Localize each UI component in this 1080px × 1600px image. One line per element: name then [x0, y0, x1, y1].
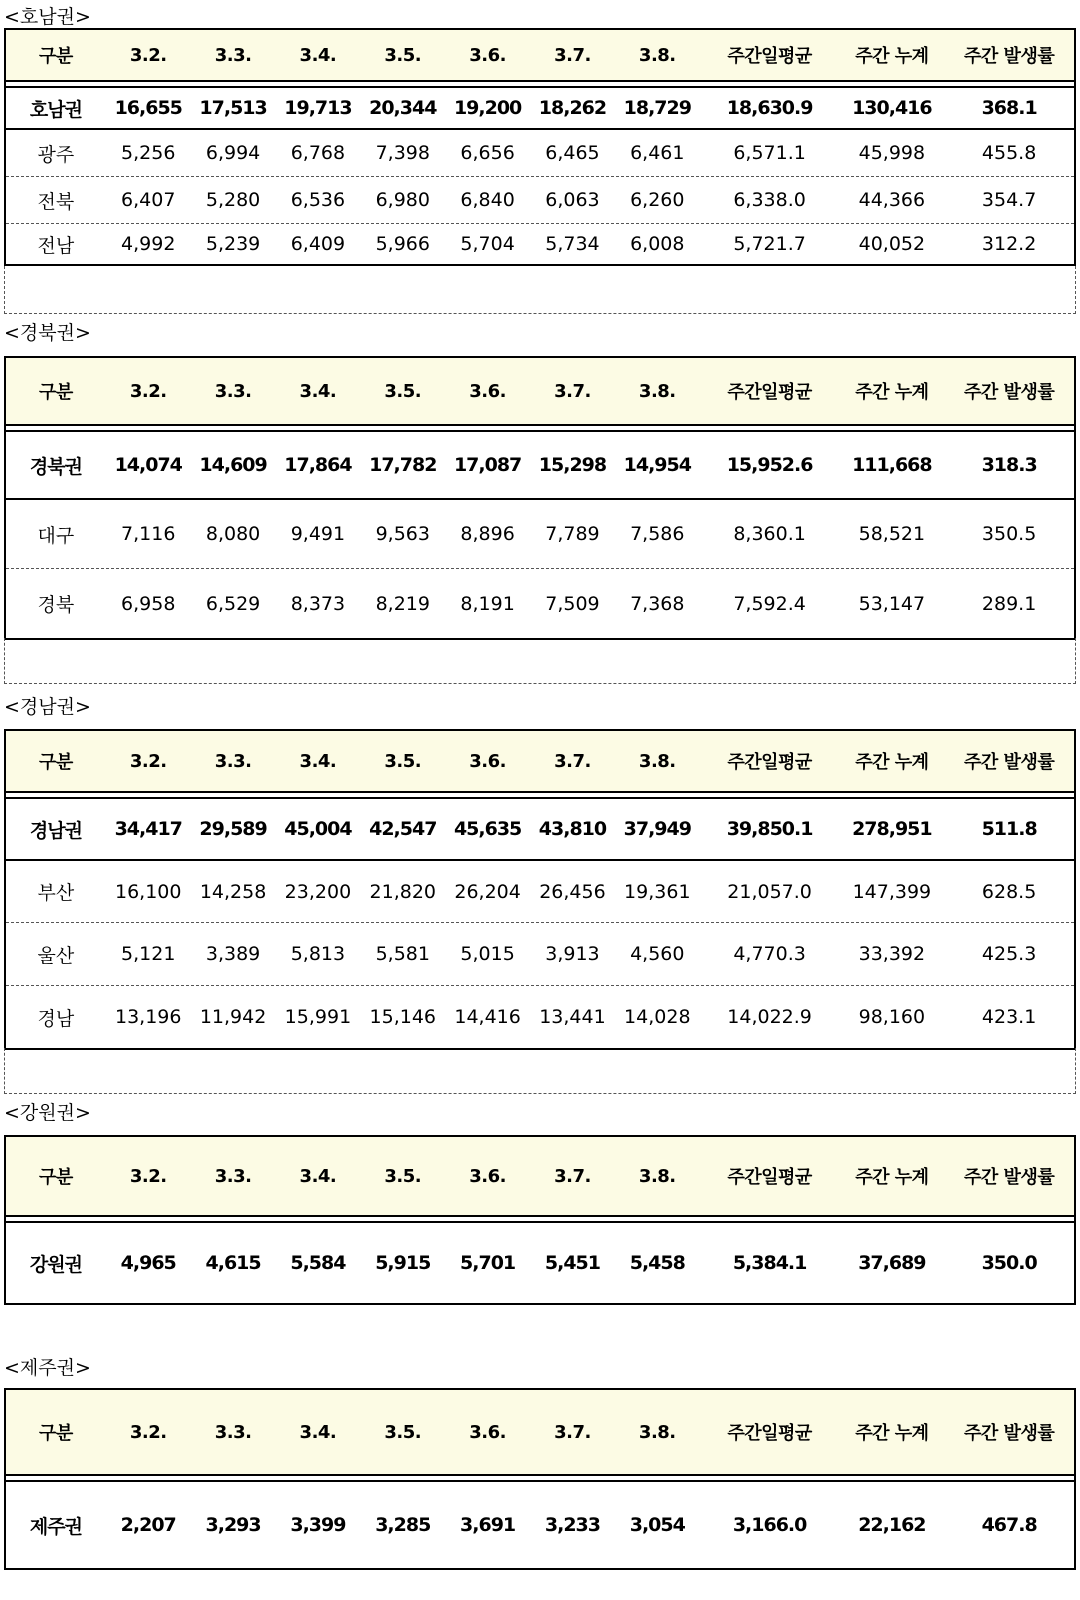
- cell-weekly-daily-avg: 8,360.1: [733, 523, 806, 545]
- header-weekly-total: 주간 누계: [855, 46, 929, 67]
- cell-d37: 15,298: [538, 454, 607, 476]
- header-weekly-daily-avg: 주간일평균: [727, 1423, 812, 1444]
- cell-d34: 19,713: [284, 97, 352, 119]
- cell-d34: 8,373: [290, 592, 346, 615]
- cell-weekly-rate: 318.3: [981, 454, 1037, 476]
- header-weekly-daily-avg: 주간일평균: [727, 382, 812, 403]
- cell-weekly-daily-avg: 3,166.0: [732, 1514, 807, 1536]
- region-table: [4, 729, 1076, 1050]
- cell-d38: 7,586: [630, 523, 685, 545]
- header-d35: 3.5.: [384, 380, 422, 402]
- empty-spacer-row: [4, 638, 1076, 684]
- header-weekly-rate: 주간 발생률: [964, 752, 1055, 773]
- header-d38: 3.8.: [638, 44, 676, 66]
- cell-weekly-daily-avg: 5,384.1: [732, 1252, 807, 1274]
- cell-d34: 6,409: [290, 233, 346, 255]
- cell-d37: 5,451: [544, 1252, 600, 1274]
- region-table: [4, 1388, 1076, 1570]
- header-weekly-daily-avg: 주간일평균: [727, 752, 812, 773]
- cell-d34: 6,536: [290, 189, 346, 211]
- header-d36: 3.6.: [469, 750, 506, 772]
- cell-d35: 6,980: [375, 189, 430, 211]
- region-table: [4, 28, 1076, 266]
- cell-d36: 45,635: [453, 818, 522, 840]
- cell-d36: 5,704: [460, 233, 515, 255]
- table-total-row: [6, 432, 1074, 500]
- cell-d33: 5,280: [205, 189, 261, 211]
- cell-weekly-rate: 350.5: [981, 523, 1037, 545]
- header-d34: 3.4.: [299, 44, 337, 66]
- header-d34: 3.4.: [299, 380, 337, 402]
- cell-weekly-daily-avg: 6,571.1: [733, 142, 806, 164]
- header-d33: 3.3.: [214, 44, 252, 66]
- section-title: <경남권>: [4, 696, 91, 718]
- cell-d33: 29,589: [199, 818, 267, 840]
- cell-weekly-total: 98,160: [858, 1006, 926, 1028]
- cell-d37: 3,233: [544, 1514, 600, 1536]
- table-header-row: [6, 1137, 1074, 1217]
- cell-d36: 17,087: [453, 454, 522, 476]
- cell-d38: 14,028: [624, 1006, 691, 1028]
- cell-weekly-rate: 628.5: [981, 880, 1037, 903]
- table-row: [6, 986, 1074, 1048]
- cell-d38: 3,054: [629, 1514, 685, 1536]
- cell-d35: 20,344: [369, 97, 437, 119]
- cell-weekly-rate: 350.0: [981, 1252, 1037, 1274]
- header-d35: 3.5.: [384, 1421, 422, 1443]
- cell-d36: 5,015: [460, 943, 515, 965]
- cell-d32: 6,958: [121, 592, 176, 615]
- cell-weekly-rate: 467.8: [981, 1514, 1037, 1536]
- cell-region: 호남권: [29, 98, 82, 121]
- cell-d36: 3,691: [460, 1514, 516, 1536]
- cell-d35: 15,146: [369, 1006, 436, 1028]
- table-header-row: [6, 1390, 1074, 1476]
- cell-weekly-total: 44,366: [858, 189, 926, 211]
- cell-d34: 5,584: [290, 1252, 346, 1274]
- cell-d36: 26,204: [454, 880, 521, 903]
- table-header-row: [6, 731, 1074, 793]
- empty-spacer-row: [4, 1048, 1076, 1094]
- cell-d38: 4,560: [630, 943, 685, 965]
- header-d35: 3.5.: [384, 44, 422, 66]
- cell-d38: 6,008: [630, 233, 685, 255]
- header-d33: 3.3.: [214, 380, 252, 402]
- cell-d34: 9,491: [290, 523, 346, 545]
- cell-d37: 5,734: [545, 233, 600, 255]
- header-weekly-rate: 주간 발생률: [964, 1423, 1055, 1444]
- header-weekly-total: 주간 누계: [855, 1423, 929, 1444]
- cell-d38: 6,461: [630, 142, 685, 164]
- table-total-row: [6, 1482, 1074, 1568]
- table-total-row: [6, 1223, 1074, 1303]
- cell-weekly-daily-avg: 5,721.7: [733, 233, 806, 255]
- cell-weekly-rate: 368.1: [981, 97, 1037, 119]
- table-header-row: [6, 358, 1074, 426]
- cell-d33: 17,513: [199, 97, 267, 119]
- cell-d32: 13,196: [114, 1006, 182, 1028]
- cell-d32: 5,121: [121, 943, 176, 965]
- cell-d36: 5,701: [460, 1252, 516, 1274]
- cell-d33: 6,994: [205, 142, 261, 164]
- cell-weekly-rate: 425.3: [981, 943, 1037, 965]
- header-d36: 3.6.: [469, 44, 506, 66]
- cell-d35: 9,563: [375, 523, 430, 545]
- cell-weekly-daily-avg: 15,952.6: [726, 454, 813, 476]
- header-weekly-daily-avg: 주간일평균: [727, 46, 812, 67]
- section-title: <호남권>: [4, 6, 91, 28]
- header-region: 구분: [39, 382, 73, 403]
- cell-weekly-total: 111,668: [852, 454, 932, 476]
- header-weekly-rate: 주간 발생률: [964, 382, 1055, 403]
- cell-d37: 3,913: [545, 943, 600, 965]
- cell-weekly-total: 278,951: [852, 818, 932, 840]
- cell-d36: 8,896: [460, 523, 515, 545]
- cell-d34: 23,200: [284, 880, 352, 903]
- cell-d33: 14,258: [199, 880, 267, 903]
- cell-weekly-daily-avg: 39,850.1: [726, 818, 813, 840]
- header-d37: 3.7.: [554, 44, 591, 66]
- header-d34: 3.4.: [299, 1165, 337, 1187]
- cell-d34: 45,004: [284, 818, 352, 840]
- table-row: [6, 923, 1074, 986]
- cell-weekly-rate: 289.1: [981, 592, 1037, 615]
- cell-region: 전남: [37, 234, 75, 257]
- cell-d32: 34,417: [114, 818, 182, 840]
- header-d38: 3.8.: [638, 1165, 676, 1187]
- cell-d33: 6,529: [205, 592, 261, 615]
- cell-d32: 5,256: [121, 142, 176, 164]
- cell-d35: 42,547: [369, 818, 437, 840]
- header-d32: 3.2.: [129, 1165, 167, 1187]
- cell-d33: 8,080: [205, 523, 261, 545]
- section-title: <경북권>: [4, 322, 91, 344]
- header-d32: 3.2.: [129, 1421, 167, 1443]
- cell-region: 광주: [37, 143, 75, 166]
- cell-d33: 3,389: [205, 943, 261, 965]
- cell-d37: 7,789: [545, 523, 600, 545]
- table-row: [6, 861, 1074, 923]
- header-d36: 3.6.: [469, 1165, 506, 1187]
- table-total-row: [6, 88, 1074, 130]
- cell-weekly-total: 45,998: [858, 142, 926, 164]
- header-d37: 3.7.: [554, 750, 591, 772]
- cell-d35: 5,581: [375, 943, 430, 965]
- cell-weekly-daily-avg: 6,338.0: [733, 189, 806, 211]
- cell-d36: 6,840: [460, 189, 515, 211]
- header-d34: 3.4.: [299, 750, 337, 772]
- cell-d37: 43,810: [538, 818, 607, 840]
- cell-d35: 5,966: [375, 233, 430, 255]
- region-table: [4, 1135, 1076, 1305]
- table-header-row: [6, 30, 1074, 82]
- cell-d32: 6,407: [121, 189, 176, 211]
- cell-region: 경북권: [29, 455, 82, 478]
- cell-region: 경남: [37, 1007, 75, 1030]
- cell-d37: 6,465: [545, 142, 600, 164]
- cell-region: 울산: [37, 944, 75, 967]
- header-d32: 3.2.: [129, 750, 167, 772]
- cell-d35: 17,782: [369, 454, 437, 476]
- cell-d35: 5,915: [375, 1252, 431, 1274]
- cell-d38: 5,458: [629, 1252, 685, 1274]
- cell-d35: 21,820: [369, 880, 436, 903]
- cell-region: 부산: [37, 882, 75, 904]
- cell-d33: 3,293: [205, 1514, 261, 1536]
- header-region: 구분: [39, 46, 73, 67]
- section-title: <강원권>: [4, 1102, 91, 1124]
- header-d38: 3.8.: [638, 380, 676, 402]
- cell-weekly-total: 40,052: [858, 233, 926, 255]
- header-d32: 3.2.: [129, 380, 167, 402]
- cell-d38: 14,954: [623, 454, 691, 476]
- cell-weekly-total: 37,689: [858, 1252, 926, 1274]
- cell-d32: 7,116: [121, 523, 176, 545]
- section-title: <제주권>: [4, 1357, 91, 1379]
- table-total-row: [6, 799, 1074, 861]
- header-weekly-daily-avg: 주간일평균: [727, 1167, 812, 1188]
- cell-weekly-total: 53,147: [858, 592, 926, 615]
- cell-weekly-total: 58,521: [858, 523, 926, 545]
- cell-d36: 6,656: [460, 142, 515, 164]
- cell-d36: 8,191: [460, 592, 515, 615]
- header-d37: 3.7.: [554, 1421, 591, 1443]
- header-weekly-rate: 주간 발생률: [964, 46, 1055, 67]
- cell-d35: 7,398: [375, 142, 430, 164]
- cell-d38: 6,260: [630, 189, 685, 211]
- cell-d33: 14,609: [199, 454, 267, 476]
- header-d37: 3.7.: [554, 1165, 591, 1187]
- header-d36: 3.6.: [469, 380, 506, 402]
- header-weekly-total: 주간 누계: [855, 1167, 929, 1188]
- cell-weekly-daily-avg: 21,057.0: [727, 880, 812, 903]
- cell-d32: 4,992: [121, 233, 176, 255]
- cell-weekly-rate: 423.1: [981, 1006, 1037, 1028]
- cell-weekly-rate: 354.7: [981, 189, 1037, 211]
- header-d38: 3.8.: [638, 750, 676, 772]
- cell-d34: 5,813: [290, 943, 346, 965]
- table-row: [6, 130, 1074, 177]
- cell-d34: 17,864: [284, 454, 352, 476]
- header-d36: 3.6.: [469, 1421, 506, 1443]
- cell-d38: 18,729: [623, 97, 691, 119]
- cell-weekly-daily-avg: 18,630.9: [726, 97, 813, 119]
- cell-weekly-rate: 312.2: [981, 233, 1037, 255]
- cell-d37: 26,456: [539, 880, 606, 903]
- cell-region: 경북: [37, 594, 75, 616]
- header-d34: 3.4.: [299, 1421, 337, 1443]
- cell-weekly-total: 147,399: [852, 880, 932, 903]
- table-row: [6, 177, 1074, 224]
- cell-d32: 14,074: [114, 454, 182, 476]
- cell-d38: 19,361: [624, 880, 691, 903]
- header-region: 구분: [39, 752, 73, 773]
- cell-d33: 5,239: [205, 233, 261, 255]
- region-table: [4, 356, 1076, 640]
- cell-d38: 7,368: [630, 592, 685, 615]
- cell-weekly-daily-avg: 7,592.4: [733, 592, 806, 615]
- header-d33: 3.3.: [214, 750, 252, 772]
- cell-region: 강원권: [29, 1253, 82, 1276]
- cell-d37: 7,509: [545, 592, 600, 615]
- cell-weekly-total: 33,392: [858, 943, 926, 965]
- cell-weekly-daily-avg: 4,770.3: [733, 943, 806, 965]
- header-d32: 3.2.: [129, 44, 167, 66]
- table-row: [6, 500, 1074, 569]
- header-d35: 3.5.: [384, 1165, 422, 1187]
- cell-region: 경남권: [29, 819, 82, 842]
- cell-d38: 37,949: [623, 818, 691, 840]
- cell-region: 제주권: [29, 1515, 82, 1538]
- empty-spacer-row: [4, 266, 1076, 314]
- cell-d34: 6,768: [290, 142, 346, 164]
- header-weekly-total: 주간 누계: [855, 752, 929, 773]
- cell-region: 대구: [37, 524, 75, 547]
- header-d33: 3.3.: [214, 1165, 252, 1187]
- cell-d32: 2,207: [120, 1514, 176, 1536]
- cell-weekly-total: 130,416: [852, 97, 932, 119]
- cell-d36: 19,200: [453, 97, 522, 119]
- cell-d33: 11,942: [199, 1006, 267, 1028]
- cell-d35: 3,285: [375, 1514, 431, 1536]
- cell-d37: 13,441: [539, 1006, 606, 1028]
- header-d37: 3.7.: [554, 380, 591, 402]
- cell-weekly-rate: 511.8: [981, 818, 1037, 840]
- cell-d34: 15,991: [284, 1006, 352, 1028]
- cell-d34: 3,399: [290, 1514, 346, 1536]
- cell-d36: 14,416: [454, 1006, 521, 1028]
- cell-d32: 16,100: [114, 880, 182, 903]
- header-d35: 3.5.: [384, 750, 422, 772]
- table-row: [6, 569, 1074, 638]
- header-weekly-total: 주간 누계: [855, 382, 929, 403]
- header-d33: 3.3.: [214, 1421, 252, 1443]
- header-region: 구분: [39, 1423, 73, 1444]
- table-row: [6, 224, 1074, 266]
- cell-d37: 6,063: [545, 189, 600, 211]
- cell-weekly-daily-avg: 14,022.9: [727, 1006, 812, 1028]
- cell-weekly-rate: 455.8: [981, 142, 1037, 164]
- cell-d35: 8,219: [375, 592, 430, 615]
- cell-d32: 16,655: [114, 97, 182, 119]
- cell-d33: 4,615: [205, 1252, 261, 1274]
- cell-d32: 4,965: [120, 1252, 176, 1274]
- cell-d37: 18,262: [538, 97, 607, 119]
- header-region: 구분: [39, 1167, 73, 1188]
- cell-weekly-total: 22,162: [858, 1514, 926, 1536]
- header-d38: 3.8.: [638, 1421, 676, 1443]
- cell-region: 전북: [37, 190, 75, 213]
- header-weekly-rate: 주간 발생률: [964, 1167, 1055, 1188]
